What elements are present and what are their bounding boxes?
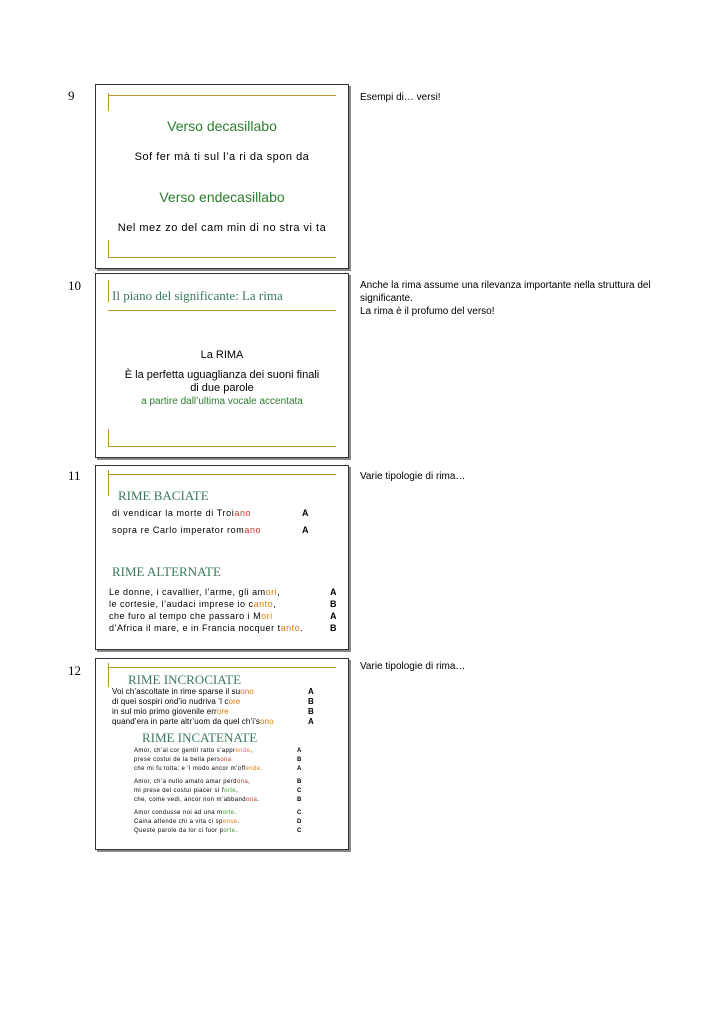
verse-text: quand’era in parte altr’uom da quel ch’i’s: [112, 717, 260, 726]
slide-thumbnail-10[interactable]: [95, 273, 349, 458]
rhyme-scheme-letter: B: [297, 779, 302, 785]
rhyme-ending: ono: [260, 717, 274, 726]
rhyme-ending: ona: [220, 757, 232, 763]
slide-heading: Verso endecasillabo: [159, 189, 285, 205]
verse-text: sopra re Carlo imperator rom: [112, 525, 245, 535]
rhyme-ending: ore: [228, 697, 241, 706]
slide-thumbnail-12[interactable]: [95, 658, 349, 850]
slide-note: [360, 470, 660, 483]
slide-number: 9: [68, 88, 75, 103]
verse-line: [112, 697, 240, 706]
rhyme-scheme-letter: B: [308, 707, 314, 716]
rhyme-ending: anto: [280, 623, 301, 633]
rhyme-ending: orte: [222, 810, 235, 816]
verse-text: le cortesie, l’audaci imprese io c: [109, 599, 254, 609]
verse-line: [134, 819, 239, 825]
note-line: La rima è il profumo del verso!: [360, 306, 495, 317]
verse-text: Le donne, i cavallier, l’arme, gli am: [109, 587, 266, 597]
verse-line: [134, 797, 259, 803]
verse-text: Amor, ch’a nullo amato amar perd: [134, 779, 237, 785]
verse-punctuation: .: [260, 766, 263, 772]
verse-text: Queste parole da lor ci fuor p: [134, 828, 224, 834]
rhyme-scheme-letter: C: [297, 788, 302, 794]
rhyme-scheme-letter: A: [330, 611, 337, 621]
slide-heading: RIME BACIATE: [118, 488, 209, 503]
decor-line: [108, 280, 109, 302]
verse-text: di vendicar la morte di Troi: [112, 508, 235, 518]
note-line: Esempi di… versi!: [360, 92, 441, 103]
verse-line: Sof fer mà ti sul l’a ri da spon da: [134, 151, 310, 163]
rhyme-scheme-letter: B: [330, 623, 337, 633]
verse-text: prese costui de la bella pers: [134, 757, 221, 763]
verse-punctuation: ,: [273, 599, 277, 609]
definition-line: È la perfetta uguaglianza dei suoni finali: [124, 369, 320, 381]
verse-line: [134, 810, 236, 816]
verse-line: [112, 687, 254, 696]
verse-text: che furo al tempo che passaro i M: [109, 611, 262, 621]
verse-line: [109, 623, 303, 633]
decor-line: [108, 240, 109, 258]
slide-heading: La RIMA: [200, 349, 244, 361]
rhyme-scheme-letter: B: [308, 697, 314, 706]
rhyme-scheme-letter: A: [302, 525, 309, 535]
verse-text: Voi ch’ascoltate in rime sparse il su: [112, 687, 241, 696]
rhyme-ending: ona: [246, 797, 258, 803]
rhyme-scheme-letter: A: [308, 717, 314, 726]
verse-line: [134, 766, 263, 772]
slide-number: 12: [68, 663, 81, 678]
verse-text: d’Africa il mare, e in Francia nocquer t: [109, 623, 281, 633]
slide-number: 11: [68, 468, 81, 483]
decor-line: [108, 95, 336, 96]
verse-text: Caina attende chi a vita ci sp: [134, 819, 223, 825]
rhyme-ending: orte: [223, 828, 236, 834]
rhyme-ending: ore: [216, 707, 229, 716]
slide-title: Il piano del significante: La rima: [112, 288, 283, 303]
rhyme-scheme-letter: B: [297, 797, 302, 803]
verse-line: [109, 611, 273, 621]
verse-punctuation: ,: [250, 748, 253, 754]
rhyme-ending: ende: [235, 748, 251, 754]
verse-line: [109, 587, 280, 597]
rhyme-scheme-letter: A: [330, 587, 337, 597]
verse-punctuation: .: [300, 623, 304, 633]
verse-line: [134, 828, 237, 834]
note-line: Anche la rima assume una rilevanza importante nella struttura del significante.: [360, 280, 651, 304]
slide-thumbnail-11[interactable]: [95, 465, 349, 650]
rhyme-scheme-letter: A: [308, 687, 314, 696]
decor-line: [108, 310, 336, 311]
slide-heading: Verso decasillabo: [167, 118, 277, 134]
slide-note: [360, 279, 660, 318]
rhyme-ending: ona: [236, 779, 249, 785]
verse-punctuation: ,: [236, 788, 239, 794]
rhyme-scheme-letter: C: [297, 810, 302, 816]
verse-line: [112, 508, 251, 518]
verse-text: che, come vedi, ancor non m’abband: [134, 797, 246, 803]
verse-text: Amor condusse noi ad una m: [134, 810, 223, 816]
rhyme-ending: ano: [234, 508, 252, 518]
verse-line: [134, 788, 238, 794]
verse-line: [134, 748, 252, 754]
rhyme-ending: ori: [261, 611, 273, 621]
verse-line: Nel mez zo del cam min di no stra vi ta: [117, 222, 327, 234]
verse-line: [112, 707, 229, 716]
verse-punctuation: .: [235, 828, 238, 834]
decor-line: [108, 429, 109, 447]
slide-number: 10: [68, 278, 81, 293]
verse-punctuation: .: [237, 819, 240, 825]
note-line: Varie tipologie di rima…: [360, 471, 466, 482]
verse-text: mi prese del costui piacer sì f: [134, 788, 225, 794]
verse-punctuation: ,: [248, 779, 251, 785]
verse-punctuation: .: [234, 810, 237, 816]
rhyme-scheme-letter: D: [297, 819, 302, 825]
rhyme-scheme-letter: B: [330, 599, 337, 609]
verse-line: [112, 525, 261, 535]
rhyme-ending: ori: [265, 587, 278, 597]
rhyme-scheme-letter: A: [297, 766, 302, 772]
decor-line: [108, 257, 336, 258]
slide-heading: RIME INCROCIATE: [128, 672, 242, 687]
rhyme-ending: ono: [240, 687, 254, 696]
definition-line: di due parole: [190, 382, 254, 394]
rhyme-ending: ende: [245, 766, 261, 772]
slide-note: [360, 660, 660, 673]
rhyme-ending: ense: [222, 819, 238, 825]
verse-text: Amor, ch’al cor gentil ratto s’appr: [134, 748, 236, 754]
rhyme-ending: orte: [224, 788, 237, 794]
slide-note: [360, 91, 660, 104]
slide-thumbnail-9[interactable]: [95, 84, 349, 269]
verse-text: di quei sospiri ond’io nudriva ’l c: [112, 697, 229, 706]
rhyme-ending: ano: [244, 525, 262, 535]
rhyme-scheme-letter: A: [302, 508, 309, 518]
verse-line: [134, 757, 232, 763]
rhyme-ending: anto: [253, 599, 274, 609]
decor-line: [108, 446, 336, 447]
verse-text: che mi fu tolta; e ’l modo ancor m’off: [134, 766, 246, 772]
slide-heading: RIME INCATENATE: [142, 730, 258, 745]
rhyme-scheme-letter: A: [297, 748, 302, 754]
verse-punctuation: .: [257, 797, 260, 803]
verse-text: in sul mio primo giovenile err: [112, 707, 217, 716]
verse-punctuation: ,: [277, 587, 281, 597]
rhyme-scheme-letter: B: [297, 757, 302, 763]
rhyme-scheme-letter: C: [297, 828, 302, 834]
verse-line: [109, 599, 276, 609]
verse-line: [134, 779, 250, 785]
verse-line: [112, 717, 274, 726]
note-line: Varie tipologie di rima…: [360, 661, 466, 672]
slide-heading: RIME ALTERNATE: [112, 564, 221, 579]
decor-line: [108, 474, 336, 475]
definition-line: a partire dall’ultima vocale accentata: [141, 396, 303, 407]
decor-line: [108, 667, 336, 668]
